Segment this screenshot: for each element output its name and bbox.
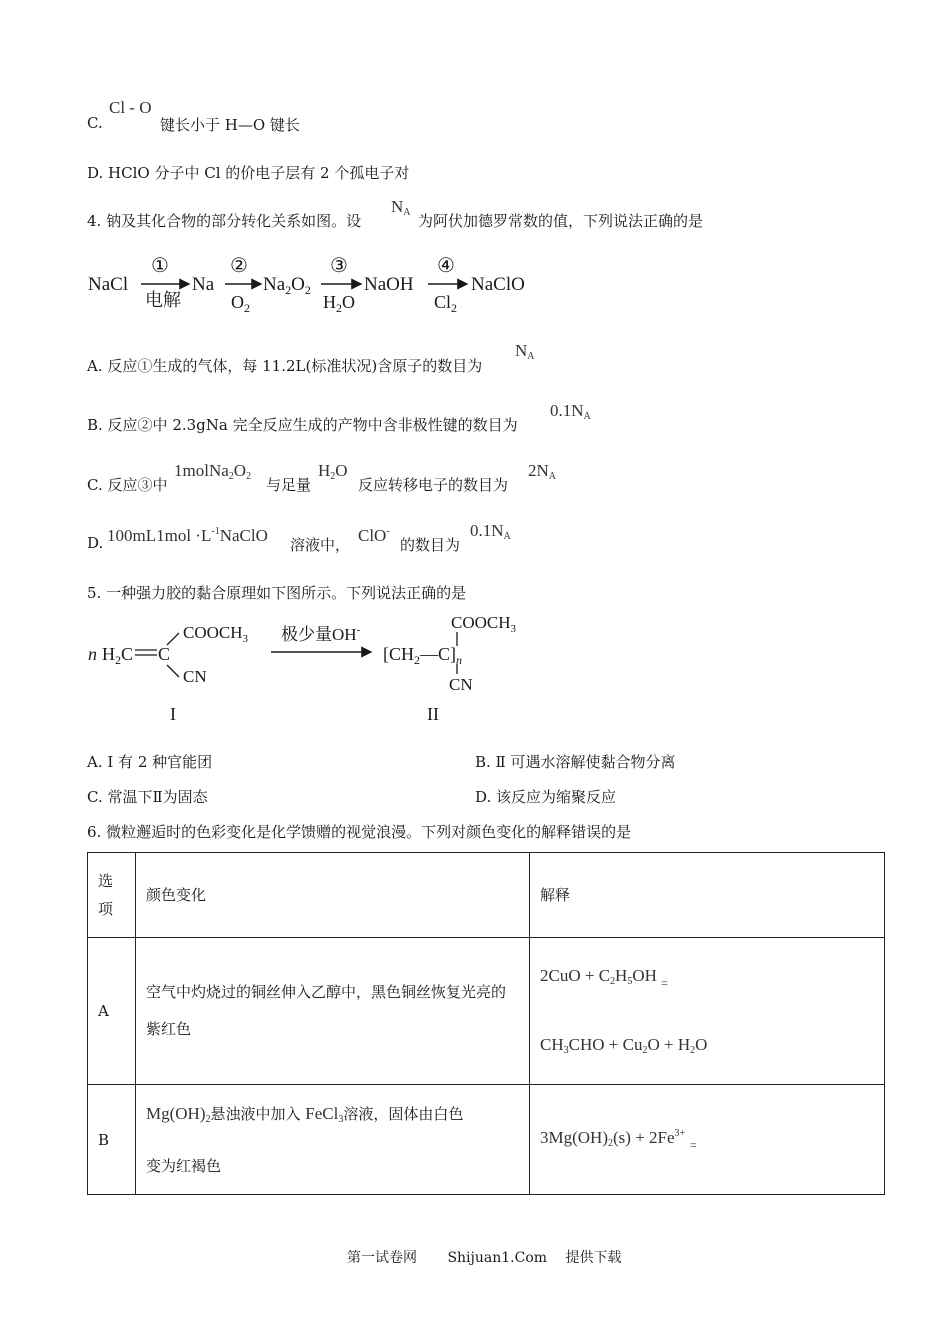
q4-option-d: D. bbox=[87, 534, 104, 552]
row-b-option: B bbox=[88, 1085, 136, 1195]
monomer-cn: CN bbox=[183, 667, 207, 686]
q5-stem: 5. 一种强力胶的黏合原理如下图所示。下列说法正确的是 bbox=[87, 584, 467, 602]
step3-label: ③ bbox=[330, 255, 348, 277]
q6-stem: 6. 微粒邂逅时的色彩变化是化学馈赠的视觉浪漫。下列对颜色变化的解释错误的是 bbox=[87, 823, 632, 841]
arrow-condition: 极少量OH- bbox=[281, 624, 361, 644]
q5-option-c: C. 常温下Ⅱ为固态 bbox=[87, 788, 208, 806]
cond3-label: $H_2O$ bbox=[323, 292, 355, 315]
q3-option-d: D. HClO 分子中 Cl 的价电子层有 2 个孤电子对 bbox=[87, 164, 410, 182]
q5-option-b: B. Ⅱ 可遇水溶解使黏合物分离 bbox=[475, 753, 676, 771]
nacl-formula: NaCl bbox=[88, 274, 129, 295]
q4-option-a: A. 反应①生成的气体，每 11.2L(标准状况)含原子的数目为 bbox=[87, 357, 483, 375]
monomer-n: n bbox=[88, 644, 97, 664]
row-b-explain: $3Mg(OH)_2(s) + 2Fe^{3+}$ $_=$ bbox=[530, 1085, 885, 1195]
step4-label: ④ bbox=[437, 255, 455, 277]
polymer-cooch3: $COOCH_3$ bbox=[451, 613, 517, 635]
row-b-change-line1: $Mg(OH)_2$悬浊液中加入 FeCl$_3$溶液，固体由白色 bbox=[146, 1104, 464, 1125]
row-a-eq1: $2CuO + C_2H_5OH$ $_=$ bbox=[540, 966, 668, 990]
q6-table bbox=[87, 852, 885, 1195]
q4-option-d-mid: 溶液中， bbox=[290, 536, 351, 554]
q3-option-c-label: C. bbox=[87, 114, 103, 132]
q5-option-d: D. 该反应为缩聚反应 bbox=[475, 788, 617, 806]
q3-option-c-text: 键长小于 H—O 键长 bbox=[160, 116, 300, 134]
cond2-label: $O_2$ bbox=[231, 292, 250, 315]
q4-option-c-math2: $H_2O$ bbox=[318, 461, 348, 482]
table-header-row bbox=[88, 853, 885, 938]
table-row bbox=[88, 1085, 885, 1195]
na2o2-formula: $Na_2O_2$ bbox=[263, 274, 311, 297]
polymer-chain: $[CH_2—C]_n$ bbox=[383, 644, 463, 667]
footer-mid: Shijuan1.Com bbox=[447, 1250, 548, 1266]
q4-option-a-math: $N_A$ bbox=[515, 341, 535, 362]
monomer-c: C bbox=[158, 644, 171, 664]
footer-left: 第一试卷网 bbox=[347, 1250, 417, 1266]
polymer-cn: CN bbox=[449, 675, 473, 694]
q4-option-c-mid: 与足量 bbox=[266, 476, 312, 494]
q4-stem-post: 为阿伏加德罗常数的值，下列说法正确的是 bbox=[418, 212, 704, 230]
q4-option-c-math3: $2N_A$ bbox=[528, 461, 557, 482]
q4-stem-pre: 4. 钠及其化合物的部分转化关系如图。设 bbox=[87, 212, 362, 230]
header-explain: 解释 bbox=[530, 853, 885, 938]
cond4-label: $Cl_2$ bbox=[434, 292, 458, 315]
q4-option-d-post: 的数目为 bbox=[400, 536, 461, 554]
row-a-option: A bbox=[88, 938, 136, 1085]
footer-right: 提供下载 bbox=[565, 1250, 622, 1266]
na-formula: Na bbox=[192, 274, 215, 295]
step2-label: ② bbox=[230, 255, 248, 277]
table-row bbox=[88, 938, 885, 1085]
q4-reaction-scheme bbox=[85, 250, 545, 318]
naoh-formula: NaOH bbox=[364, 274, 414, 295]
q4-stem-na: $N_A$ bbox=[391, 197, 411, 218]
header-change: 颜色变化 bbox=[136, 853, 530, 938]
q4-option-d-math3: $0.1N_A$ bbox=[470, 521, 511, 542]
row-a-explain bbox=[530, 938, 885, 1085]
q5-reaction-scheme bbox=[85, 608, 545, 728]
q4-option-d-math1: $100mL1mol \cdot L^{-1}NaClO$ bbox=[107, 526, 268, 545]
monomer-h2c: $H_2C$ bbox=[102, 644, 134, 667]
bond-to-ester bbox=[167, 633, 179, 645]
row-b-change-line2: 变为红褐色 bbox=[146, 1157, 222, 1175]
q3-option-c-math: Cl - O bbox=[109, 98, 152, 117]
q4-option-c-math1: $1molNa_2O_2$ bbox=[174, 461, 252, 482]
header-option: 选项 bbox=[88, 853, 136, 938]
q4-option-b: B. 反应②中 2.3gNa 完全反应生成的产物中含非极性键的数目为 bbox=[87, 416, 518, 434]
q5-option-a: A. I 有 2 种官能团 bbox=[87, 753, 213, 771]
page-footer bbox=[347, 1247, 622, 1267]
q4-stem bbox=[87, 210, 361, 231]
monomer-cooch3: $COOCH_3$ bbox=[183, 623, 249, 645]
row-b-change bbox=[136, 1085, 530, 1195]
q4-option-d-math2: ClO- bbox=[358, 526, 390, 545]
step1-label: ① bbox=[151, 255, 169, 277]
cond1-label: 电解 bbox=[145, 290, 181, 310]
row-a-change: 空气中灼烧过的铜丝伸入乙醇中，黑色铜丝恢复光亮的紫红色 bbox=[136, 938, 530, 1085]
row-a-eq2: $CH_3CHO + Cu_2O + H_2O$ bbox=[540, 1035, 708, 1056]
q4-option-b-math: $0.1N_A$ bbox=[550, 401, 591, 422]
q4-option-c: C. 反应③中 bbox=[87, 476, 168, 494]
naclo-formula: NaClO bbox=[471, 274, 525, 295]
bond-to-cn bbox=[167, 665, 179, 677]
q4-option-c-post: 反应转移电子的数目为 bbox=[358, 476, 509, 494]
label-i: I bbox=[170, 704, 176, 724]
q3-option-c bbox=[87, 114, 103, 132]
label-ii: II bbox=[427, 704, 439, 724]
